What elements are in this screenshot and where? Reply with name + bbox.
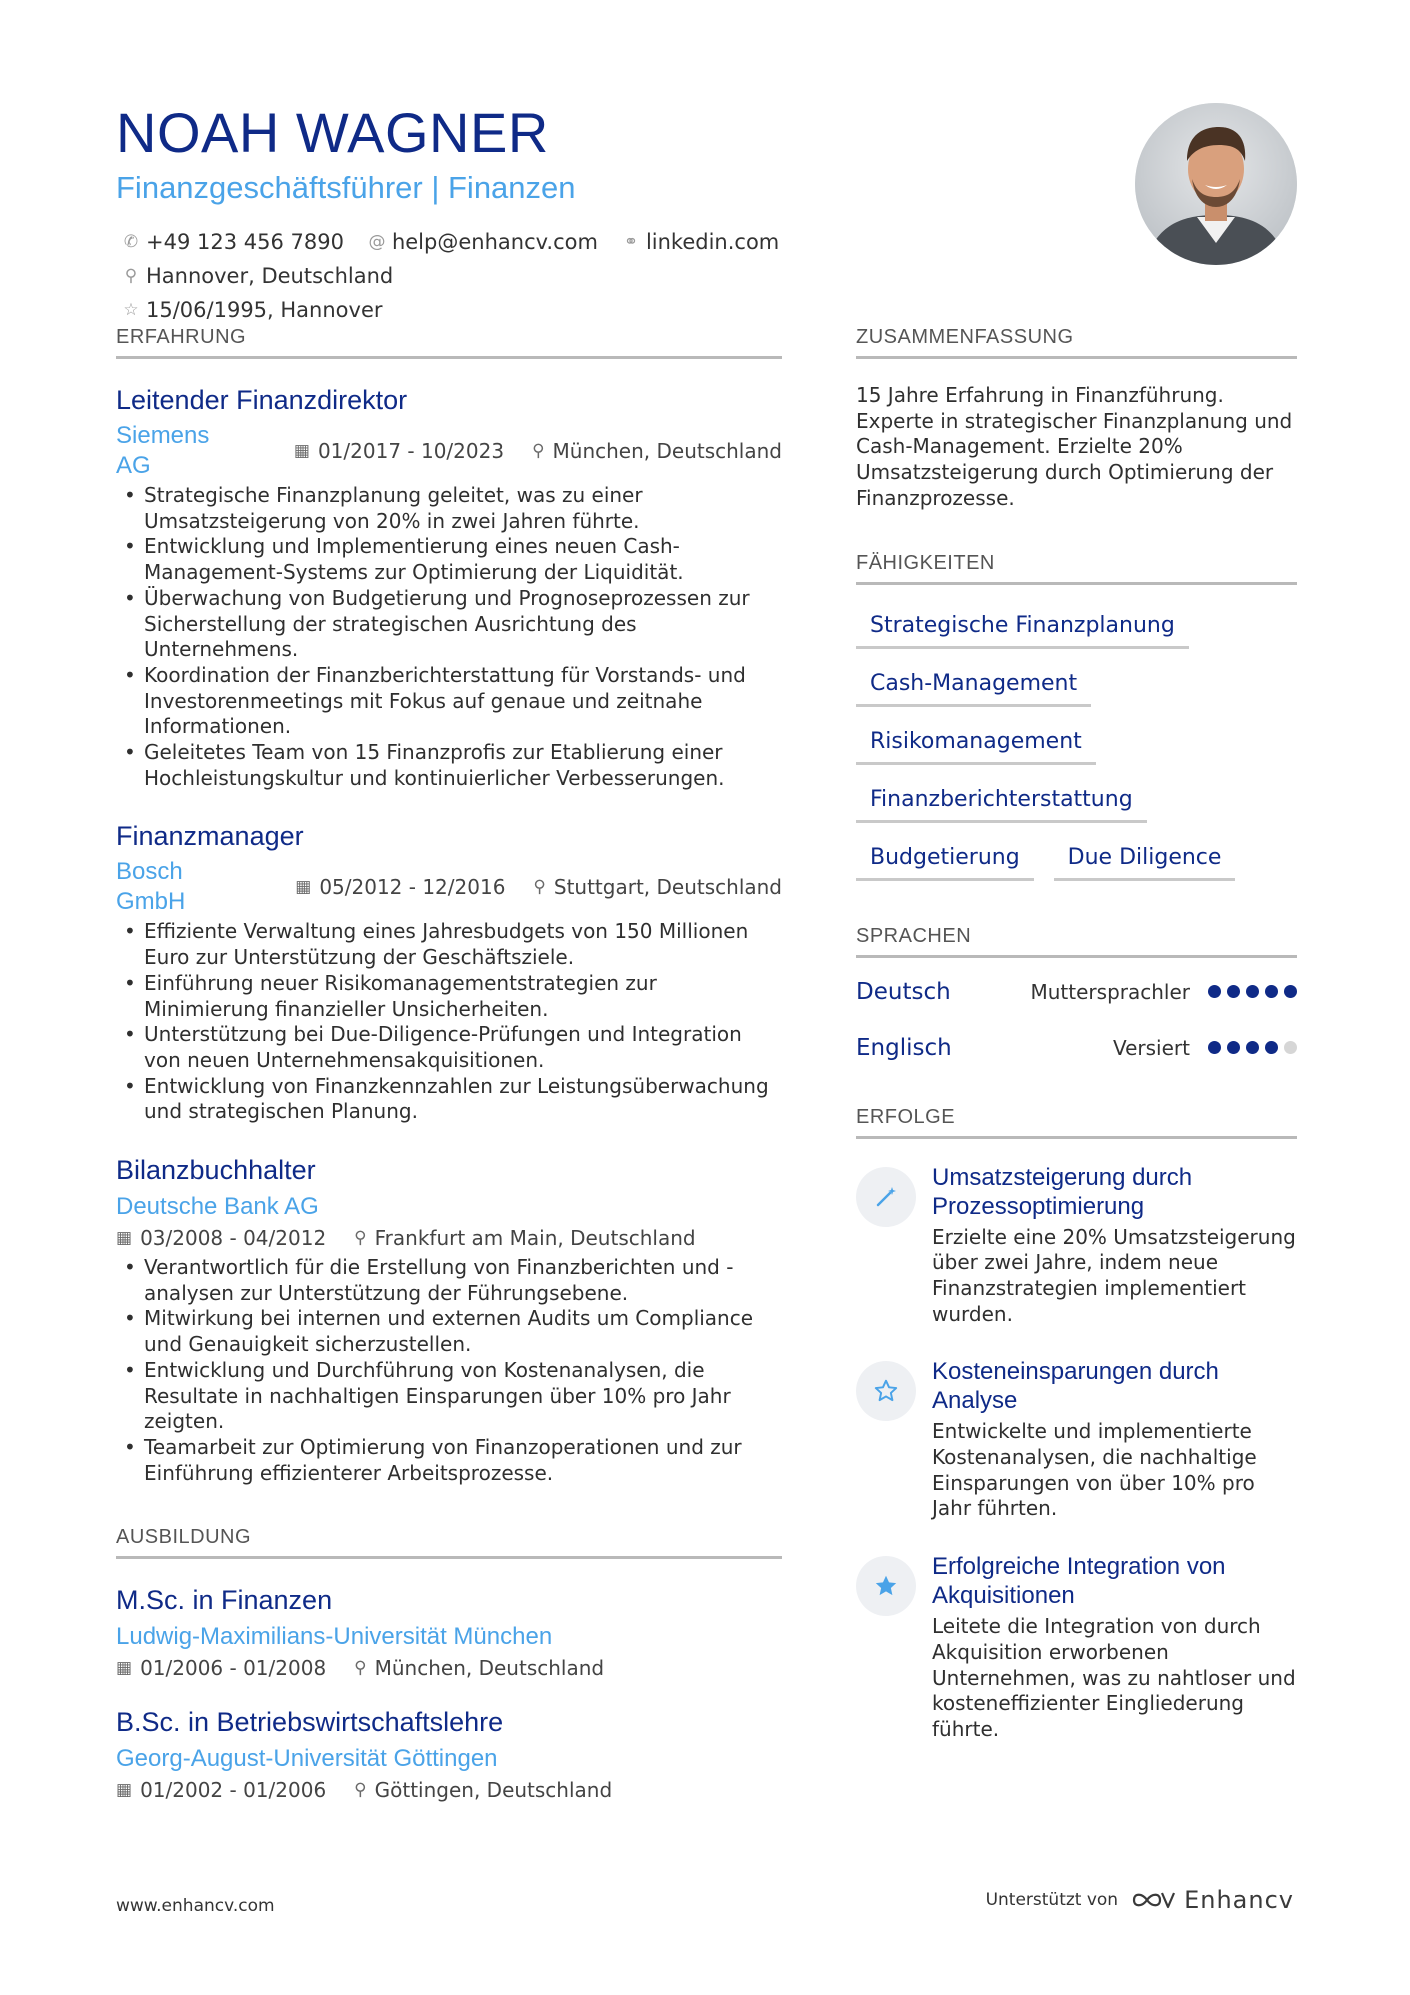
at-icon: @: [368, 232, 386, 252]
education-location: München, Deutschland: [374, 1656, 605, 1681]
list-item: • Mitwirkung bei internen und externen Audits um Compliance und Genauigkeit sicherzustellen.: [116, 1306, 782, 1357]
list-item: • Einführung neuer Risikomanagementstrategien zur Minimierung finanzieller Unsicherheiten.: [116, 971, 782, 1022]
language-rating: [1208, 1041, 1297, 1054]
footer-website[interactable]: www.enhancv.com: [116, 1896, 275, 1916]
contact-list: [122, 224, 1072, 326]
location-pin-icon: ⚲: [354, 1228, 367, 1249]
star-icon: ☆: [123, 300, 139, 320]
powered-by-label: Unterstützt von: [985, 1890, 1119, 1910]
skill-tag: Risikomanagement: [856, 725, 1096, 765]
language-row: [856, 964, 1297, 1020]
skill-tag: Strategische Finanzplanung: [856, 609, 1189, 649]
contact-email[interactable]: @ help@enhancv.com: [368, 226, 598, 258]
skill-tag: Cash-Management: [856, 667, 1091, 707]
languages-list: [856, 964, 1297, 1076]
section-title-summary: ZUSAMMENFASSUNG: [856, 326, 1297, 359]
education-meta: [116, 1653, 782, 1683]
skill-tag: Budgetierung: [856, 841, 1034, 881]
section-title-achievements: ERFOLGE: [856, 1106, 1297, 1139]
left-column: [116, 326, 782, 1827]
degree-title: M.Sc. in Finanzen: [116, 1585, 333, 1616]
skill-tag: Finanzberichterstattung: [856, 783, 1147, 823]
enhancv-logo-icon: [1130, 1887, 1176, 1913]
education-entry: [116, 1583, 782, 1683]
list-item: • Koordination der Finanzberichterstattung für Vorstands- und Investorenmeetings mit Fokus auf genaue und zeitnahe Informationen.: [116, 663, 782, 740]
skill-tag: Due Diligence: [1054, 841, 1236, 881]
magic-wand-icon: [856, 1167, 916, 1227]
language-name: Deutsch: [856, 978, 951, 1005]
section-title-education: AUSBILDUNG: [116, 1526, 782, 1559]
education-meta: [116, 1775, 782, 1805]
job-dates: 01/2017 - 10/2023: [317, 439, 505, 463]
list-item: • Geleitetes Team von 15 Finanzprofis zur Etablierung einer Hochleistungskultur und kontinuierlicher Verbesserungen.: [116, 740, 782, 791]
education-dates: 01/2002 - 01/2006: [140, 1778, 327, 1803]
location-pin-icon: ⚲: [533, 877, 546, 898]
contact-phone: ✆ +49 123 456 7890: [122, 226, 344, 258]
contact-birth: ☆ 15/06/1995, Hannover: [122, 294, 383, 326]
list-item: • Verantwortlich für die Erstellung von Finanzberichten und -analysen zur Unterstützung der Führungsebene.: [116, 1255, 782, 1306]
job-location: Stuttgart, Deutschland: [553, 875, 782, 900]
location-pin-icon: ⚲: [354, 1658, 367, 1679]
company-name: Siemens AG: [116, 422, 210, 479]
language-level: Muttersprachler: [1030, 979, 1190, 1004]
rating-dot-filled: [1265, 985, 1278, 998]
job-location: Frankfurt am Main, Deutschland: [374, 1226, 696, 1251]
achievement-title: Kosteneinsparungen durch Analyse: [932, 1358, 1219, 1415]
rating-dot-filled: [1265, 1041, 1278, 1054]
job-title: Bilanzbuchhalter: [116, 1155, 316, 1186]
location-icon: ⚲: [124, 266, 138, 286]
candidate-name: NOAH WAGNER: [116, 101, 549, 164]
list-item: • Entwicklung von Finanzkennzahlen zur Leistungsüberwachung und strategischen Planung.: [116, 1074, 782, 1125]
language-level: Versiert: [1112, 1035, 1190, 1060]
achievement-item: [856, 1357, 1297, 1522]
rating-dot-empty: [1284, 1041, 1297, 1054]
education-dates: 01/2006 - 01/2008: [140, 1656, 327, 1681]
education-entry: [116, 1705, 782, 1805]
job-meta: [116, 421, 782, 481]
job-dates: 05/2012 - 12/2016: [319, 875, 506, 900]
job-bullets: [116, 483, 782, 791]
footer-branding: [986, 1886, 1294, 1914]
job-entry: [116, 1153, 782, 1486]
rating-dot-filled: [1227, 985, 1240, 998]
company-name: Deutsche Bank AG: [116, 1193, 319, 1221]
list-item: • Teamarbeit zur Optimierung von Finanzoperationen und zur Einführung effizienterer Arbeitsprozesse.: [116, 1435, 782, 1486]
right-column: [856, 326, 1297, 1773]
list-item: • Entwicklung und Implementierung eines neuen Cash-Management-Systems zur Optimierung der Liquidität.: [116, 534, 782, 585]
calendar-icon: ▦: [295, 877, 312, 898]
company-name: Bosch GmbH: [116, 858, 186, 916]
job-location: München, Deutschland: [552, 439, 782, 463]
contact-linkedin[interactable]: ⚭ linkedin.com: [622, 226, 779, 258]
calendar-icon: ▦: [293, 441, 310, 461]
language-row: [856, 1020, 1297, 1076]
list-item: • Effiziente Verwaltung eines Jahresbudgets von 150 Millionen Euro zur Unterstützung der Geschäftsziele.: [116, 919, 782, 970]
section-title-languages: SPRACHEN: [856, 925, 1297, 958]
achievement-item: [856, 1163, 1297, 1328]
rating-dot-filled: [1208, 985, 1221, 998]
education-location: Göttingen, Deutschland: [374, 1778, 613, 1803]
calendar-icon: ▦: [116, 1228, 133, 1249]
job-meta: [116, 857, 782, 917]
job-dates: 03/2008 - 04/2012: [140, 1226, 327, 1251]
calendar-icon: ▦: [116, 1780, 133, 1801]
skills-list: [856, 609, 1297, 881]
contact-location: ⚲ Hannover, Deutschland: [122, 260, 393, 292]
rating-dot-filled: [1284, 985, 1297, 998]
language-name: Englisch: [856, 1034, 952, 1061]
job-title: Finanzmanager: [116, 821, 304, 852]
job-title: Leitender Finanzdirektor: [116, 385, 408, 415]
rating-dot-filled: [1246, 1041, 1259, 1054]
language-rating: [1208, 985, 1297, 998]
list-item: • Unterstützung bei Due-Diligence-Prüfungen und Integration von neuen Unternehmensakquisitionen.: [116, 1022, 782, 1073]
section-title-skills: FÄHIGKEITEN: [856, 552, 1297, 585]
list-item: • Strategische Finanzplanung geleitet, was zu einer Umsatzsteigerung von 20% in zwei Jahren führte.: [116, 483, 782, 534]
job-entry: [116, 819, 782, 1125]
star-filled-icon: [856, 1556, 916, 1616]
achievement-desc: Entwickelte und implementierte Kostenanalysen, die nachhaltige Einsparungen von über 10% pro Jahr führten.: [932, 1419, 1257, 1521]
section-title-experience: ERFAHRUNG: [116, 326, 782, 359]
candidate-role: Finanzgeschäftsführer | Finanzen: [116, 170, 576, 205]
list-item: • Überwachung von Budgetierung und Prognoseprozessen zur Sicherstellung der strategischen Ausrichtung des Unternehmens.: [116, 586, 782, 663]
job-entry: [116, 383, 782, 791]
rating-dot-filled: [1246, 985, 1259, 998]
rating-dot-filled: [1208, 1041, 1221, 1054]
achievement-title: Umsatzsteigerung durch Prozessoptimierung: [932, 1163, 1193, 1220]
location-pin-icon: ⚲: [532, 441, 545, 461]
avatar: [1135, 103, 1297, 265]
job-bullets: [116, 919, 782, 1125]
job-meta: [116, 1223, 782, 1253]
rating-dot-filled: [1227, 1041, 1240, 1054]
brand-name: Enhancv: [1184, 1886, 1294, 1914]
degree-title: B.Sc. in Betriebswirtschaftslehre: [116, 1707, 504, 1738]
school-name: Georg-August-Universität Göttingen: [116, 1745, 498, 1773]
school-name: Ludwig-Maximilians-Universität München: [116, 1623, 553, 1651]
achievement-desc: Erzielte eine 20% Umsatzsteigerung über zwei Jahre, indem neue Finanzstrategien implementiert wurden.: [932, 1224, 1296, 1326]
link-icon: ⚭: [623, 232, 639, 252]
achievement-title: Erfolgreiche Integration von Akquisitionen: [932, 1553, 1226, 1610]
calendar-icon: ▦: [116, 1658, 133, 1679]
location-pin-icon: ⚲: [354, 1780, 367, 1801]
summary-text: 15 Jahre Erfahrung in Finanzführung. Experte in strategischer Finanzplanung und Cash-Management. Erzielte 20% Umsatzsteigerung durch Optimierung der Finanzprozesse.: [856, 383, 1293, 510]
star-outline-icon: [856, 1361, 916, 1421]
achievement-desc: Leitete die Integration von durch Akquisition erworbenen Unternehmen, was zu nahtloser und kosteneffizienter Eingliederung führte.: [932, 1614, 1296, 1741]
phone-icon: ✆: [123, 232, 139, 252]
list-item: • Entwicklung und Durchführung von Kostenanalysen, die Resultate in nachhaltigen Einsparungen über 10% pro Jahr zeigten.: [116, 1358, 782, 1435]
achievement-item: [856, 1552, 1297, 1743]
job-bullets: [116, 1255, 782, 1486]
